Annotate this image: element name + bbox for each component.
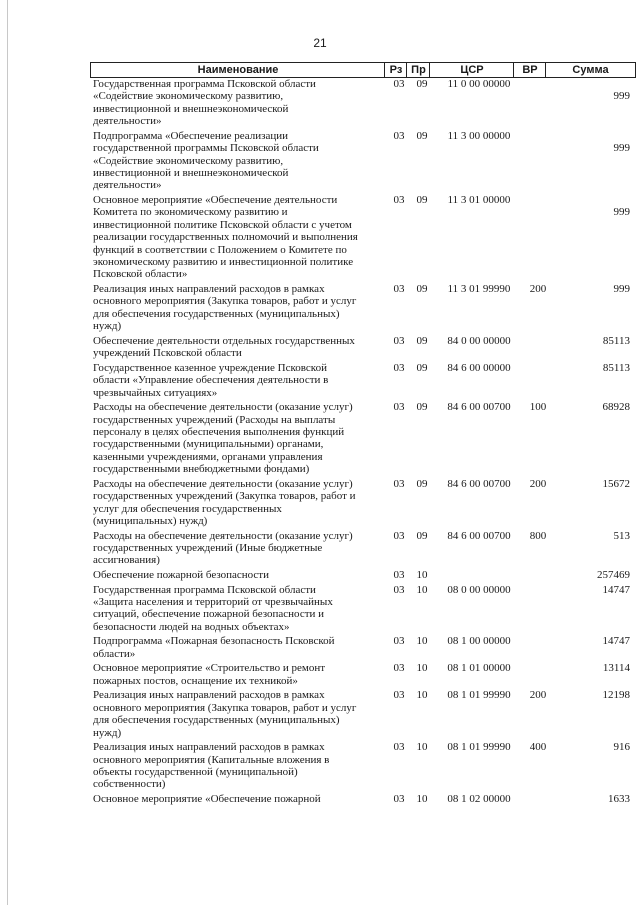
table-row: [0, 635, 640, 660]
row-name-line: Государственная программа Псковской области: [93, 78, 316, 90]
header-csr: ЦСР: [429, 62, 514, 78]
row-csr: 08 1 01 99990: [447, 741, 511, 754]
row-sum: 15672: [602, 477, 630, 490]
table-row: [0, 530, 640, 567]
row-name: [93, 569, 389, 581]
row-name: [93, 78, 389, 128]
row-name-line: чрезвычайных ситуациях»: [93, 386, 218, 399]
row-sum: 85113: [602, 361, 630, 374]
row-rz: 03: [393, 689, 405, 702]
row-name: [93, 741, 389, 791]
row-name: [93, 362, 389, 399]
table-header: [90, 62, 635, 77]
row-csr: 08 1 00 00000: [447, 635, 511, 648]
row-rz: 03: [393, 194, 405, 206]
row-pr: 10: [416, 662, 428, 675]
row-name-line: нужд): [93, 320, 122, 333]
row-sum: 14747: [602, 635, 630, 648]
row-sum: 13114: [602, 662, 630, 675]
table-row: [0, 130, 640, 192]
header-rz: Рз: [384, 62, 407, 78]
row-sum: 999: [613, 206, 630, 219]
row-name-line: учреждений Псковской области: [93, 347, 242, 360]
row-name-line: Подпрограмма «Пожарная безопасность Псковской: [93, 635, 335, 648]
row-sum: 916: [613, 741, 630, 754]
table-row: [0, 194, 640, 281]
row-name-line: ассигнования): [93, 554, 160, 567]
row-name-line: безопасности людей на водных объектах»: [93, 620, 290, 633]
row-rz: 03: [393, 635, 405, 648]
row-name-line: Реализация иных направлений расходов в рамках: [93, 689, 325, 702]
row-pr: 10: [416, 583, 428, 596]
row-pr: 10: [416, 689, 428, 702]
row-rz: 03: [393, 793, 405, 805]
header-pr: Пр: [406, 62, 430, 78]
row-name: [93, 194, 389, 281]
row-csr: 11 0 00 00000: [447, 78, 511, 90]
row-csr: 84 6 00 00700: [447, 529, 511, 542]
table-row: [0, 401, 640, 475]
row-rz: 03: [393, 583, 405, 596]
row-name-line: экономическому развитию и инвестиционной политике: [93, 256, 354, 269]
row-vr: 200: [529, 283, 547, 295]
row-sum: 12198: [602, 689, 630, 702]
row-csr: 08 1 01 99990: [447, 689, 511, 702]
row-name: [93, 283, 389, 333]
row-csr: 08 0 00 00000: [447, 583, 511, 596]
row-name-line: Основное мероприятие «Обеспечение деятельности: [93, 194, 338, 206]
row-rz: 03: [393, 401, 405, 414]
row-name-line: деятельности»: [93, 179, 162, 192]
row-name-line: Расходы на обеспечение деятельности (оказание услуг): [93, 401, 353, 414]
row-name-line: «Содействие экономическому развитию,: [93, 90, 284, 103]
row-rz: 03: [393, 334, 405, 347]
row-name-line: основного мероприятия (Закупка товаров, работ и услуг: [93, 701, 357, 714]
row-pr: 09: [416, 78, 428, 90]
row-name: [93, 793, 389, 805]
row-pr: 09: [416, 401, 428, 414]
row-vr: 200: [529, 689, 547, 702]
table-row: [0, 741, 640, 791]
row-name-line: для обеспечения государственных (муниципальных): [93, 714, 340, 727]
row-sum: 257469: [597, 569, 630, 581]
row-sum: 68928: [602, 401, 630, 414]
row-pr: 10: [416, 793, 428, 805]
row-name-line: услуг для обеспечения государственных: [93, 502, 282, 515]
row-vr: 200: [529, 477, 547, 490]
row-name-line: основного мероприятия (Капитальные вложения в: [93, 753, 330, 766]
row-name-line: Комитета по экономическому развитию и: [93, 206, 288, 219]
row-rz: 03: [393, 361, 405, 374]
row-name-line: Реализация иных направлений расходов в рамках: [93, 283, 325, 295]
row-name-line: персоналу в целях обеспечения выполнения функций: [93, 426, 345, 438]
row-csr: 84 6 00 00700: [447, 477, 511, 490]
row-pr: 09: [416, 194, 428, 206]
row-name-line: Государственное казенное учреждение Псковской: [93, 361, 327, 374]
row-name-line: Реализация иных направлений расходов в рамках: [93, 741, 325, 754]
row-csr: 11 3 01 99990: [447, 283, 511, 295]
row-name-line: (муниципальных) нужд): [93, 515, 208, 528]
row-csr: 11 3 00 00000: [447, 129, 511, 142]
row-name-line: Обеспечение пожарной безопасности: [93, 569, 270, 581]
row-name-line: ситуаций, обеспечение пожарной безопасности и: [93, 608, 325, 621]
row-vr: 800: [529, 529, 547, 542]
table-row: [0, 335, 640, 360]
row-name-line: инвестиционной и внешнеэкономической: [93, 167, 289, 180]
row-name: [93, 635, 389, 660]
row-rz: 03: [393, 129, 405, 142]
row-rz: 03: [393, 741, 405, 754]
table-row: [0, 793, 640, 805]
row-name-line: инвестиционной и внешнеэкономической: [93, 102, 289, 115]
table-row: [0, 569, 640, 581]
table-row: [0, 78, 640, 128]
header-sum: Сумма: [545, 62, 636, 78]
row-name: [93, 689, 389, 739]
row-csr: 11 3 01 00000: [447, 194, 511, 206]
row-name: [93, 130, 389, 192]
table-row: [0, 478, 640, 528]
row-name-line: нужд): [93, 726, 122, 739]
row-name-line: Основное мероприятие «Строительство и ремонт: [93, 662, 326, 675]
row-rz: 03: [393, 283, 405, 295]
row-name-line: «Содействие экономическому развитию,: [93, 154, 284, 167]
row-vr: 400: [529, 741, 547, 754]
row-csr: 08 1 01 00000: [447, 662, 511, 675]
row-name-line: объекты государственной (муниципальной): [93, 766, 298, 778]
row-name-line: государственной программы Псковской области: [93, 142, 319, 155]
row-name-line: Обеспечение деятельности отдельных государственных: [93, 334, 355, 347]
row-pr: 10: [416, 569, 428, 581]
row-csr: 84 6 00 00700: [447, 401, 511, 414]
row-name-line: реализации государственных полномочий и выполнения: [93, 231, 358, 244]
row-name-line: Основное мероприятие «Обеспечение пожарной: [93, 793, 321, 805]
table-row: [0, 662, 640, 687]
row-csr: 84 0 00 00000: [447, 334, 511, 347]
table-row: [0, 283, 640, 333]
row-sum: 999: [613, 142, 630, 155]
row-name-line: государственными (муниципальными) органами,: [93, 438, 324, 451]
row-name: [93, 401, 389, 475]
row-rz: 03: [393, 78, 405, 90]
row-csr: 84 6 00 00000: [447, 361, 511, 374]
row-sum: 999: [613, 90, 630, 103]
row-pr: 10: [416, 741, 428, 754]
row-name: [93, 478, 389, 528]
row-name-line: государственных учреждений (Расходы на выплаты: [93, 413, 336, 426]
row-name-line: Подпрограмма «Обеспечение реализации: [93, 129, 288, 142]
row-name-line: собственности): [93, 778, 166, 791]
header-name: Наименование: [90, 62, 385, 78]
row-pr: 09: [416, 529, 428, 542]
row-sum: 999: [613, 283, 630, 295]
row-name-line: Государственная программа Псковской области: [93, 583, 316, 596]
row-rz: 03: [393, 569, 405, 581]
row-pr: 09: [416, 361, 428, 374]
row-sum: 85113: [602, 334, 630, 347]
row-sum: 1633: [608, 793, 630, 805]
row-vr: 100: [529, 401, 547, 414]
row-name-line: инвестиционной политике Псковской области с учетом: [93, 218, 352, 231]
table-row: [0, 362, 640, 399]
row-name-line: Псковской области»: [93, 268, 188, 281]
row-name-line: государственными внебюджетными фондами): [93, 463, 310, 476]
row-name-line: «Защита населения и территорий от чрезвычайных: [93, 596, 333, 608]
row-pr: 09: [416, 283, 428, 295]
row-name: [93, 530, 389, 567]
row-sum: 14747: [602, 583, 630, 596]
row-csr: 08 1 02 00000: [447, 793, 511, 805]
row-name: [93, 662, 389, 687]
row-rz: 03: [393, 477, 405, 490]
row-name: [93, 335, 389, 360]
row-pr: 09: [416, 477, 428, 490]
row-rz: 03: [393, 662, 405, 675]
row-name-line: пожарных постов, оснащение их техникой»: [93, 674, 298, 687]
row-name-line: государственных учреждений (Закупка товаров, работ и: [93, 490, 356, 503]
row-pr: 09: [416, 129, 428, 142]
row-name-line: Расходы на обеспечение деятельности (оказание услуг): [93, 529, 353, 542]
row-name-line: государственных учреждений (Иные бюджетные: [93, 542, 323, 554]
row-name-line: области «Управление обеспечения деятельности в: [93, 374, 329, 387]
header-vr: ВР: [513, 62, 546, 78]
row-name-line: основного мероприятия (Закупка товаров, работ и услуг: [93, 295, 357, 308]
row-name: [93, 584, 389, 634]
row-name-line: казенными учреждениями, органами управления: [93, 450, 323, 463]
table-row: [0, 584, 640, 634]
row-name-line: области»: [93, 647, 136, 660]
row-name-line: деятельности»: [93, 115, 162, 128]
row-pr: 09: [416, 334, 428, 347]
table-row: [0, 689, 640, 739]
row-rz: 03: [393, 529, 405, 542]
row-name-line: функций в соответствии с Положением о Комитете по: [93, 243, 347, 256]
row-pr: 10: [416, 635, 428, 648]
row-name-line: Расходы на обеспечение деятельности (оказание услуг): [93, 477, 353, 490]
row-sum: 513: [613, 529, 630, 542]
page-number: 21: [313, 36, 327, 50]
row-name-line: для обеспечения государственных (муниципальных): [93, 307, 340, 320]
